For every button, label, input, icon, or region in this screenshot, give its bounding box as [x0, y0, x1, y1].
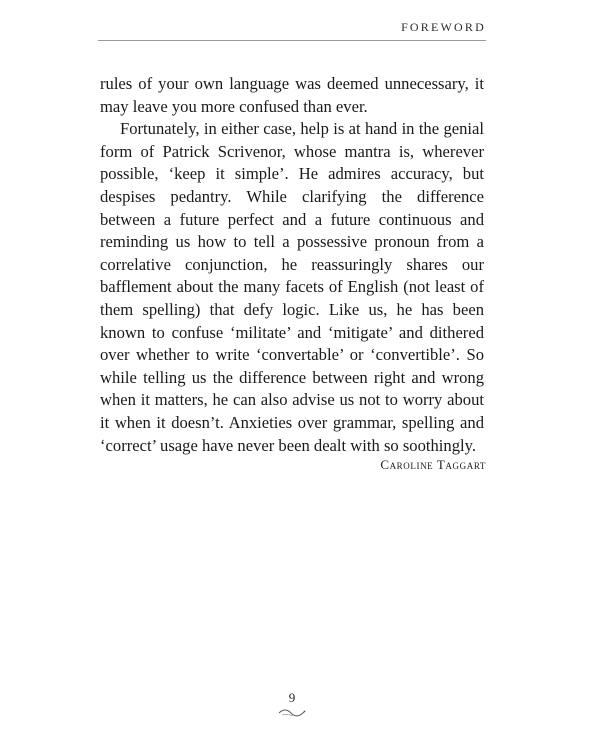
foreword-text: [100, 73, 484, 457]
paragraph-continuation: rules of your own language was deemed unnecessary, it may leave you more confused than ever.: [100, 74, 484, 116]
header-rule: [98, 40, 486, 41]
running-head-title: FOREWORD: [401, 20, 486, 34]
page-number: 9: [288, 690, 296, 705]
flourish-ornament-icon: [277, 707, 307, 719]
paragraph-main: Fortunately, in either case, help is at hand in the genial form of Patrick Scrivenor, whose mantra is, wherever possible, ‘keep it simple’. He admires accuracy, but despises pedantry. While clarifying the difference between a future perfect and a future continuous and reminding us how to tell a possessive pronoun from a correlative conjunction, he reassuringly shares our bafflement about the many facets of English (not least of them spelling) that defy logic. Like us, he has been known to confuse ‘militate’ and ‘mitigate’ and dithered over whether to write ‘convertable’ or ‘convertible’. So while telling us the difference between right and wrong when it matters, he can also advise us not to worry about it when it doesn’t. Anxieties over grammar, spelling and ‘correct’ usage have never been dealt with so soothingly.: [100, 119, 484, 455]
author-signature: Caroline Taggart: [380, 457, 486, 472]
